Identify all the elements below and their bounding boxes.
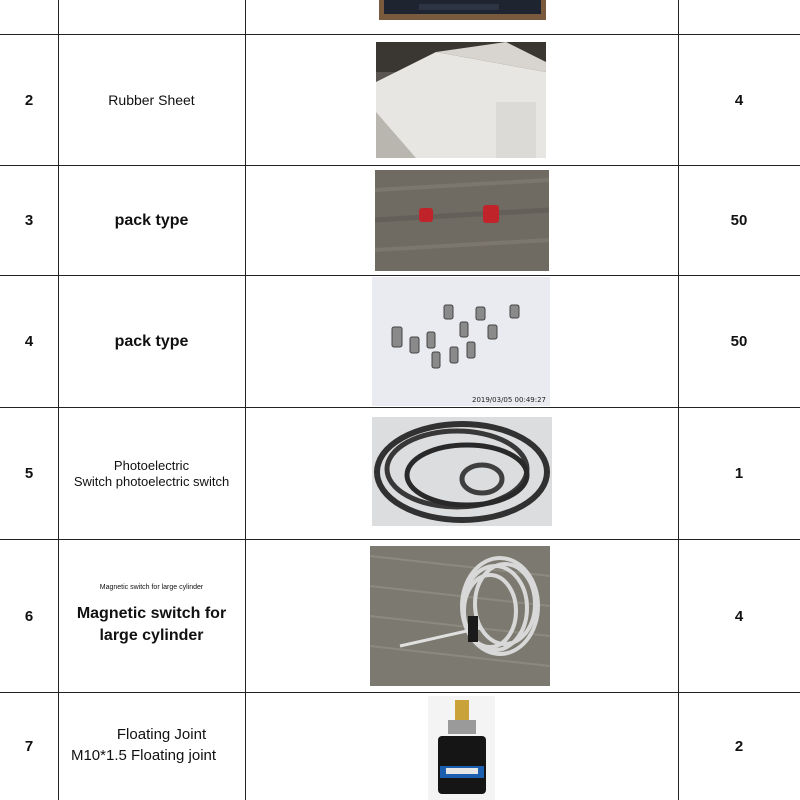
item-name [58, 408, 245, 539]
item-name-small: Magnetic switch for large cylinder [99, 583, 204, 591]
row-number: 6 [24, 607, 34, 625]
item-name: pack type [114, 211, 189, 229]
item-quantity: 2 [734, 738, 744, 755]
item-name: pack type [114, 332, 189, 350]
row-number: 4 [24, 333, 34, 350]
item-quantity: 4 [734, 91, 744, 109]
magnetic-switch-photo [370, 546, 550, 686]
item-quantity: 50 [730, 333, 748, 350]
item-name-line1: Magnetic switch for [76, 605, 227, 622]
screws-photo [372, 277, 550, 406]
row-number: 3 [24, 212, 34, 229]
item-name: Rubber Sheet [108, 92, 195, 108]
item-name-line2: large cylinder [99, 627, 204, 644]
rubber-sheet-photo [376, 42, 546, 158]
item-name-line1: Photoelectric [113, 457, 190, 473]
floating-joint-photo [428, 696, 495, 800]
item-name-line1: Floating Joint [116, 726, 207, 743]
row-number: 2 [24, 91, 34, 109]
item-name-line2: M10*1.5 Floating joint [70, 747, 217, 764]
item-name-line2: Switch photoelectric switch [73, 473, 230, 489]
photo-timestamp: 2019/03/05 00:49:27 [471, 396, 546, 404]
photoelectric-switch-photo [372, 417, 552, 526]
item-quantity: 50 [730, 212, 748, 229]
item-name [58, 600, 245, 650]
item-quantity: 4 [734, 607, 744, 625]
red-caps-photo [375, 170, 549, 271]
row-number: 7 [24, 738, 34, 755]
item-name [58, 720, 245, 770]
item-photo-partial [379, 0, 546, 20]
column-divider [245, 0, 246, 800]
item-quantity: 1 [734, 465, 744, 482]
row-number: 5 [24, 465, 34, 482]
